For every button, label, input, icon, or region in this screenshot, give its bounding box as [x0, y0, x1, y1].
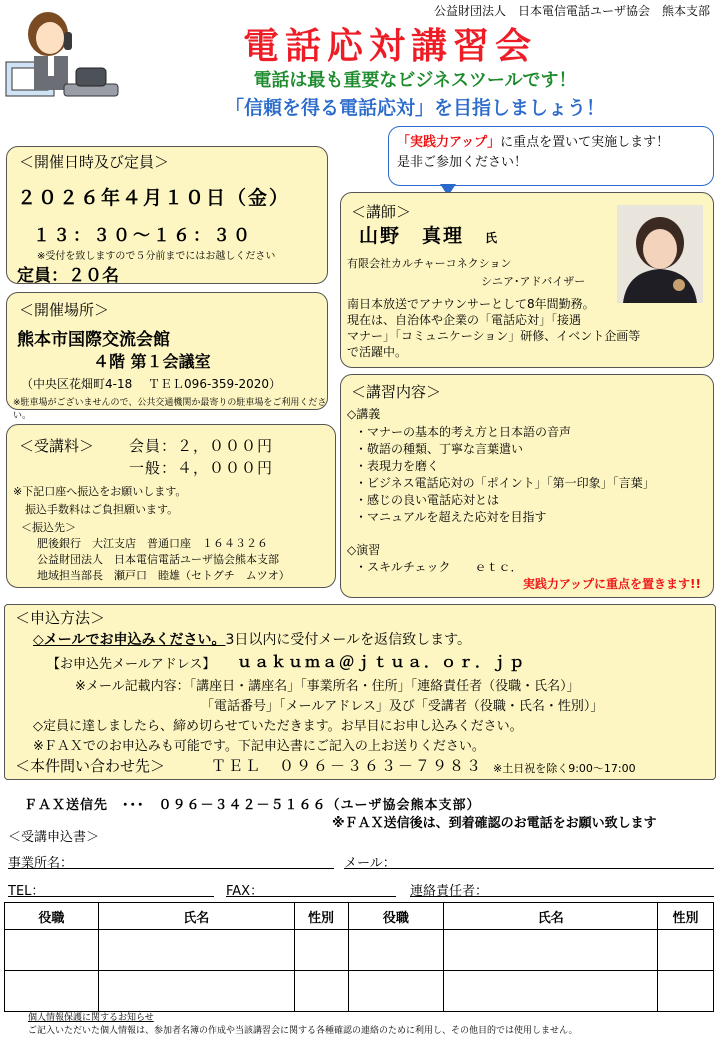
- email-contents-1: ※メール記載内容：「講座日・講座名」「事業所名・住所」「連絡責任者（役職・氏名）」: [75, 679, 580, 694]
- table-cell[interactable]: [98, 971, 294, 1012]
- table-cell[interactable]: [98, 930, 294, 971]
- emphasis-callout: [388, 126, 714, 186]
- parking-note: ※駐車場がございませんので、公共交通機関か最寄りの駐車場をご利用ください。: [13, 398, 327, 421]
- venue-name: 熊本市国際交流会館: [17, 330, 170, 350]
- table-cell[interactable]: [658, 971, 714, 1012]
- practice-heading: ◇演習: [347, 543, 381, 557]
- lecturer-box: [340, 192, 714, 368]
- arrival-note: ※受付を致しますので５分前までにはお越しください: [37, 251, 276, 262]
- company-label: 事業所名：: [8, 856, 74, 871]
- fax-application-note: ※ＦＡＸでのお申込みも可能です。下記申込書にご記入の上お送りください。: [33, 739, 485, 754]
- fee-heading: ＜受講料＞: [19, 437, 95, 455]
- fax-field[interactable]: [226, 896, 396, 897]
- callout-line1: に重点を置いて実施します！: [500, 135, 670, 150]
- company-field[interactable]: [8, 868, 334, 869]
- inquiry-hours: ※土日祝を除く9:00～17:00: [493, 762, 636, 775]
- table-cell[interactable]: [5, 971, 99, 1012]
- fee-charge-note: 振込手数料はご負担願います。: [25, 503, 179, 516]
- lecturer-name: 山野 真理: [359, 225, 465, 247]
- lecture-item: ・ビジネス電話応対の「ポイント」「第一印象」「言葉」: [355, 476, 655, 490]
- lecturer-bio-2: 現在は、自治体や企業の「電話応対」「接遇: [347, 313, 582, 327]
- table-row: [5, 930, 714, 971]
- lecture-item: ・敬語の種類、丁寧な言葉遣い: [355, 442, 524, 456]
- application-box: [4, 604, 716, 780]
- lecturer-company: 有限会社カルチャーコネクション: [347, 257, 512, 270]
- lecture-heading: ◇講義: [347, 407, 381, 421]
- account-holder: 公益財団法人 日本電信電話ユーザ協会熊本支部: [37, 553, 279, 566]
- practice-item: ・スキルチェック ｅｔｃ．: [355, 560, 523, 574]
- column-header: 氏名: [444, 903, 658, 930]
- table-cell[interactable]: [294, 930, 348, 971]
- callout-highlight: 「実践力アップ」: [397, 135, 501, 150]
- event-date: ２０２６年４月１０日（金）: [17, 187, 291, 209]
- email-label: 【お申込先メールアドレス】: [47, 657, 216, 672]
- contact-field[interactable]: [410, 896, 714, 897]
- lecture-item: ・表現力を磨く: [355, 459, 440, 473]
- table-cell[interactable]: [348, 971, 444, 1012]
- venue-box: [6, 292, 328, 421]
- table-cell[interactable]: [444, 930, 658, 971]
- column-header: 氏名: [98, 903, 294, 930]
- course-content-box: [340, 374, 714, 598]
- fee-member: 会員：２，０００円: [129, 437, 274, 455]
- account-bank: 肥後銀行 大江支店 普通口座 １６４３２６: [37, 537, 268, 550]
- email-contents-2: 「電話番号」「メールアドレス」及び「受講者（役職・氏名・性別）」: [201, 699, 604, 714]
- privacy-text: ご記入いただいた個人情報は、参加者名簿の作成や当該講習会に関する各種確認の連絡のために利用し、その他目的では使用しません。: [28, 1026, 578, 1036]
- lecturer-bio-4: で活躍中。: [347, 345, 408, 359]
- mail-field[interactable]: [344, 868, 714, 869]
- venue-heading: ＜開催場所＞: [19, 301, 110, 319]
- lecturer-photo: [617, 205, 703, 303]
- fee-general: 一般：４，０００円: [129, 459, 274, 477]
- venue-address: （中央区花畑町4-18 ＴＥＬ096-359-2020）: [21, 377, 282, 391]
- table-cell[interactable]: [444, 971, 658, 1012]
- organization-name: 公益財団法人 日本電信電話ユーザ協会 熊本支部: [433, 4, 710, 18]
- callout-line2: 是非ご参加ください！: [397, 155, 528, 170]
- subtitle-tagline: 電話は最も重要なビジネスツールです！: [253, 70, 577, 91]
- tel-label: TEL：: [8, 884, 45, 899]
- capacity-deadline-note: ◇定員に達しましたら、締め切らせていただきます。お早目にお申し込みください。: [33, 719, 523, 734]
- column-header: 役職: [5, 903, 99, 930]
- content-heading: ＜講習内容＞: [351, 383, 442, 401]
- schedule-box: [6, 146, 328, 284]
- account-contact: 地域担当部長 瀬戸口 睦雄（セトグチ ムツオ）: [37, 569, 290, 582]
- table-cell[interactable]: [294, 971, 348, 1012]
- form-title: ＜受講申込書＞: [8, 830, 100, 845]
- column-header: 役職: [348, 903, 444, 930]
- lecturer-bio-3: マナー」「コミュニケーション」研修、イベント企画等: [347, 329, 641, 343]
- lecturer-honorific: 氏: [485, 231, 498, 245]
- column-header: 性別: [294, 903, 348, 930]
- fax-confirm-note: ※ＦＡＸ送信後は、到着確認のお電話をお願い致します: [332, 816, 657, 831]
- application-heading: ＜申込方法＞: [15, 609, 106, 627]
- tel-field[interactable]: [8, 896, 214, 897]
- column-header: 性別: [658, 903, 714, 930]
- lecture-item: ・マニュアルを超えた応対を目指す: [355, 510, 547, 524]
- table-cell[interactable]: [348, 930, 444, 971]
- inquiry-label: ＜本件問い合わせ先＞: [15, 757, 166, 775]
- fee-transfer-note: ※下記口座へ振込をお願いします。: [13, 485, 187, 498]
- mail-label: メール：: [344, 856, 396, 871]
- account-heading: ＜振込先＞: [21, 521, 76, 534]
- inquiry-tel: ＴＥＬ ０９６－３６３－７９８３: [211, 757, 484, 775]
- fax-label: FAX：: [226, 884, 264, 899]
- fee-box: [6, 424, 336, 588]
- venue-room: ４階 第１会議室: [93, 352, 211, 371]
- contact-label: 連絡責任者：: [410, 884, 489, 899]
- email-reply-note: 3日以内に受付メールを返信致します。: [225, 632, 472, 648]
- practice-emphasis: 実践力アップに重点を置きます!!: [522, 577, 701, 591]
- fax-destination: ＦＡＸ送信先 ･･･ ０９６－３４２－５１６６（ユーザ協会熊本支部）: [24, 798, 481, 813]
- application-email[interactable]: ｕａｋｕｍａ＠ｊｔｕａ．ｏｒ．ｊｐ: [237, 653, 527, 671]
- attendee-table: [4, 902, 714, 1012]
- table-cell[interactable]: [658, 930, 714, 971]
- subtitle-goal: 「信頼を得る電話応対」を目指しましょう！: [224, 97, 605, 119]
- lecture-item: ・感じの良い電話応対とは: [355, 493, 500, 507]
- table-row: [5, 971, 714, 1012]
- page-title: 電話応対講習会: [242, 26, 537, 67]
- privacy-heading: 個人情報保護に関するお知らせ: [28, 1013, 154, 1023]
- table-header-row: [5, 903, 714, 930]
- schedule-heading: ＜開催日時及び定員＞: [19, 153, 170, 171]
- email-instruction: ◇メールでお申込みください。: [33, 632, 226, 648]
- lecture-item: ・マナーの基本的考え方と日本語の音声: [355, 425, 572, 439]
- event-time: １３：３０～１６：３０: [33, 226, 253, 246]
- capacity: 定員：２０名: [17, 266, 119, 286]
- lecturer-position: シニア･アドバイザー: [481, 275, 586, 288]
- lecturer-heading: ＜講師＞: [351, 203, 412, 221]
- lecturer-bio-1: 南日本放送でアナウンサーとして8年間勤務。: [347, 297, 595, 311]
- table-cell[interactable]: [5, 930, 99, 971]
